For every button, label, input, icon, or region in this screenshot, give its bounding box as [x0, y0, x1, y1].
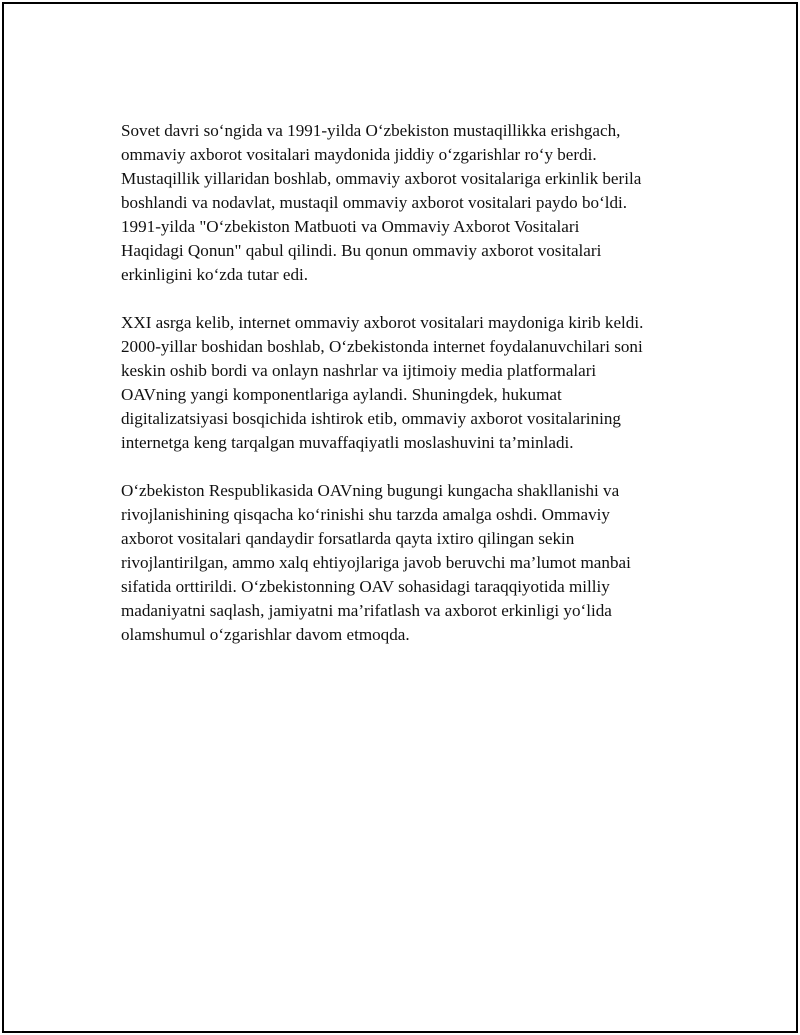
text-line: erkinligini ko‘zda tutar edi. — [121, 265, 309, 284]
text-line: keskin oshib bordi va onlayn nashrlar va ijtimoiy media platformalari — [121, 361, 597, 380]
paragraph-2 — [121, 311, 691, 455]
text-line: boshlandi va nodavlat, mustaqil ommaviy axborot vositalari paydo bo‘ldi. — [121, 193, 628, 212]
text-line: Mustaqillik yillaridan boshlab, ommaviy axborot vositalariga erkinlik berila — [121, 169, 642, 188]
paragraph-1 — [121, 119, 691, 287]
text-line: 2000-yillar boshidan boshlab, O‘zbekistonda internet foydalanuvchilari soni — [121, 337, 643, 356]
text-line: OAVning yangi komponentlariga aylandi. Shuningdek, hukumat — [121, 385, 562, 404]
text-line: 1991-yilda "O‘zbekiston Matbuoti va Ommaviy Axborot Vositalari — [121, 217, 580, 236]
text-line: O‘zbekiston Respublikasida OAVning bugungi kungacha shakllanishi va — [121, 481, 620, 500]
paragraph-3 — [121, 479, 691, 647]
text-line: axborot vositalari qandaydir forsatlarda qayta ixtiro qilingan sekin — [121, 529, 575, 548]
document-body — [121, 119, 691, 671]
text-line: madaniyatni saqlash, jamiyatni ma’rifatlash va axborot erkinligi yo‘lida — [121, 601, 612, 620]
text-line: XXI asrga kelib, internet ommaviy axborot vositalari maydoniga kirib keldi. — [121, 313, 644, 332]
text-line: ommaviy axborot vositalari maydonida jiddiy o‘zgarishlar ro‘y berdi. — [121, 145, 597, 164]
text-line: sifatida orttirildi. O‘zbekistonning OAV sohasidagi taraqqiyotida milliy — [121, 577, 610, 596]
text-line: internetga keng tarqalgan muvaffaqiyatli moslashuvini ta’minladi. — [121, 433, 574, 452]
text-line: Haqidagi Qonun" qabul qilindi. Bu qonun ommaviy axborot vositalari — [121, 241, 602, 260]
text-line: Sovet davri so‘ngida va 1991-yilda O‘zbekiston mustaqillikka erishgach, — [121, 121, 621, 140]
page-border — [2, 2, 798, 1033]
text-line: rivojlanishining qisqacha ko‘rinishi shu tarzda amalga oshdi. Ommaviy — [121, 505, 610, 524]
text-line: rivojlantirilgan, ammo xalq ehtiyojlariga javob beruvchi ma’lumot manbai — [121, 553, 631, 572]
text-line: digitalizatsiyasi bosqichida ishtirok etib, ommaviy axborot vositalarining — [121, 409, 621, 428]
text-line: olamshumul o‘zgarishlar davom etmoqda. — [121, 625, 410, 644]
